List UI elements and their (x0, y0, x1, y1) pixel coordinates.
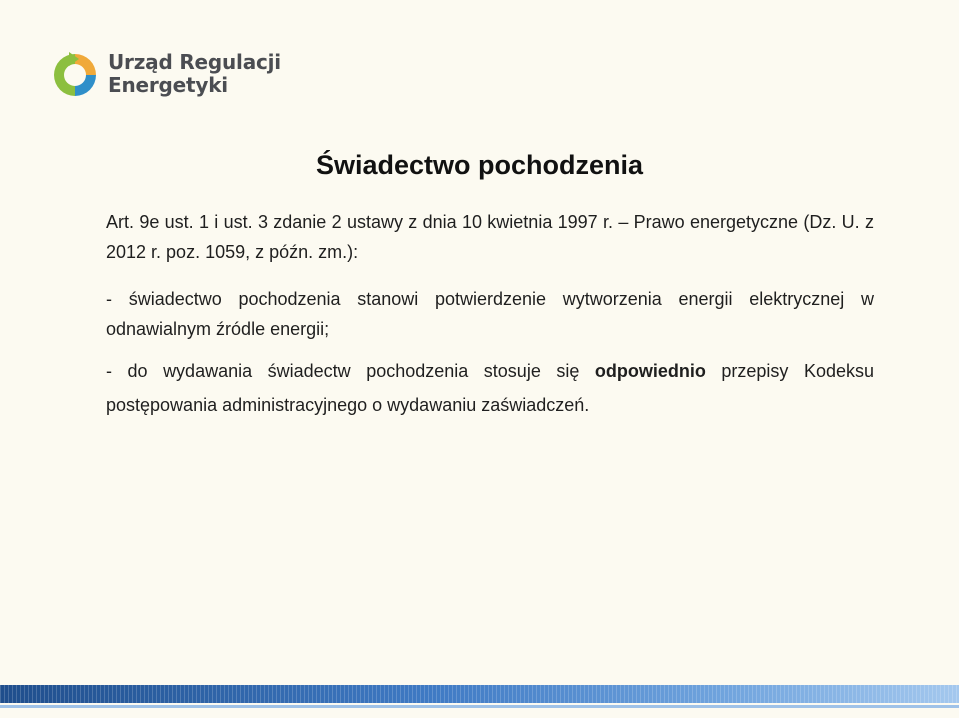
footer-line (0, 705, 959, 708)
page-title: Świadectwo pochodzenia (315, 150, 644, 180)
procedure-text-end: przepisy Kodeksu postępowania administracyjnego o wydawaniu zaświadczeń. (106, 361, 874, 415)
legal-basis-paragraph: Art. 9e ust. 1 i ust. 3 zdanie 2 ustawy z dnia 10 kwietnia 1997 r. – Prawo energetyczne (Dz. U. z 2012 r. poz. 1059, z późn. zm.): (106, 212, 874, 262)
procedure-text-start: - do wydawania świadectw pochodzenia stosuje się (106, 361, 595, 381)
ure-logo-wordmark (108, 51, 281, 97)
procedure-emphasis: odpowiednio (594, 361, 706, 381)
logo-line-1: Urząd Regulacji (108, 50, 281, 74)
procedure-paragraph (106, 354, 874, 422)
ure-logo-icon (50, 50, 100, 100)
certificate-definition-paragraph: - świadectwo pochodzenia stanowi potwierdzenie wytworzenia energii elektrycznej w odnawialnym źródle energii; (106, 289, 874, 339)
footer-bar (0, 685, 959, 703)
slide-body (106, 207, 874, 422)
logo-line-2: Energetyki (108, 73, 228, 97)
ure-logo (50, 48, 290, 106)
